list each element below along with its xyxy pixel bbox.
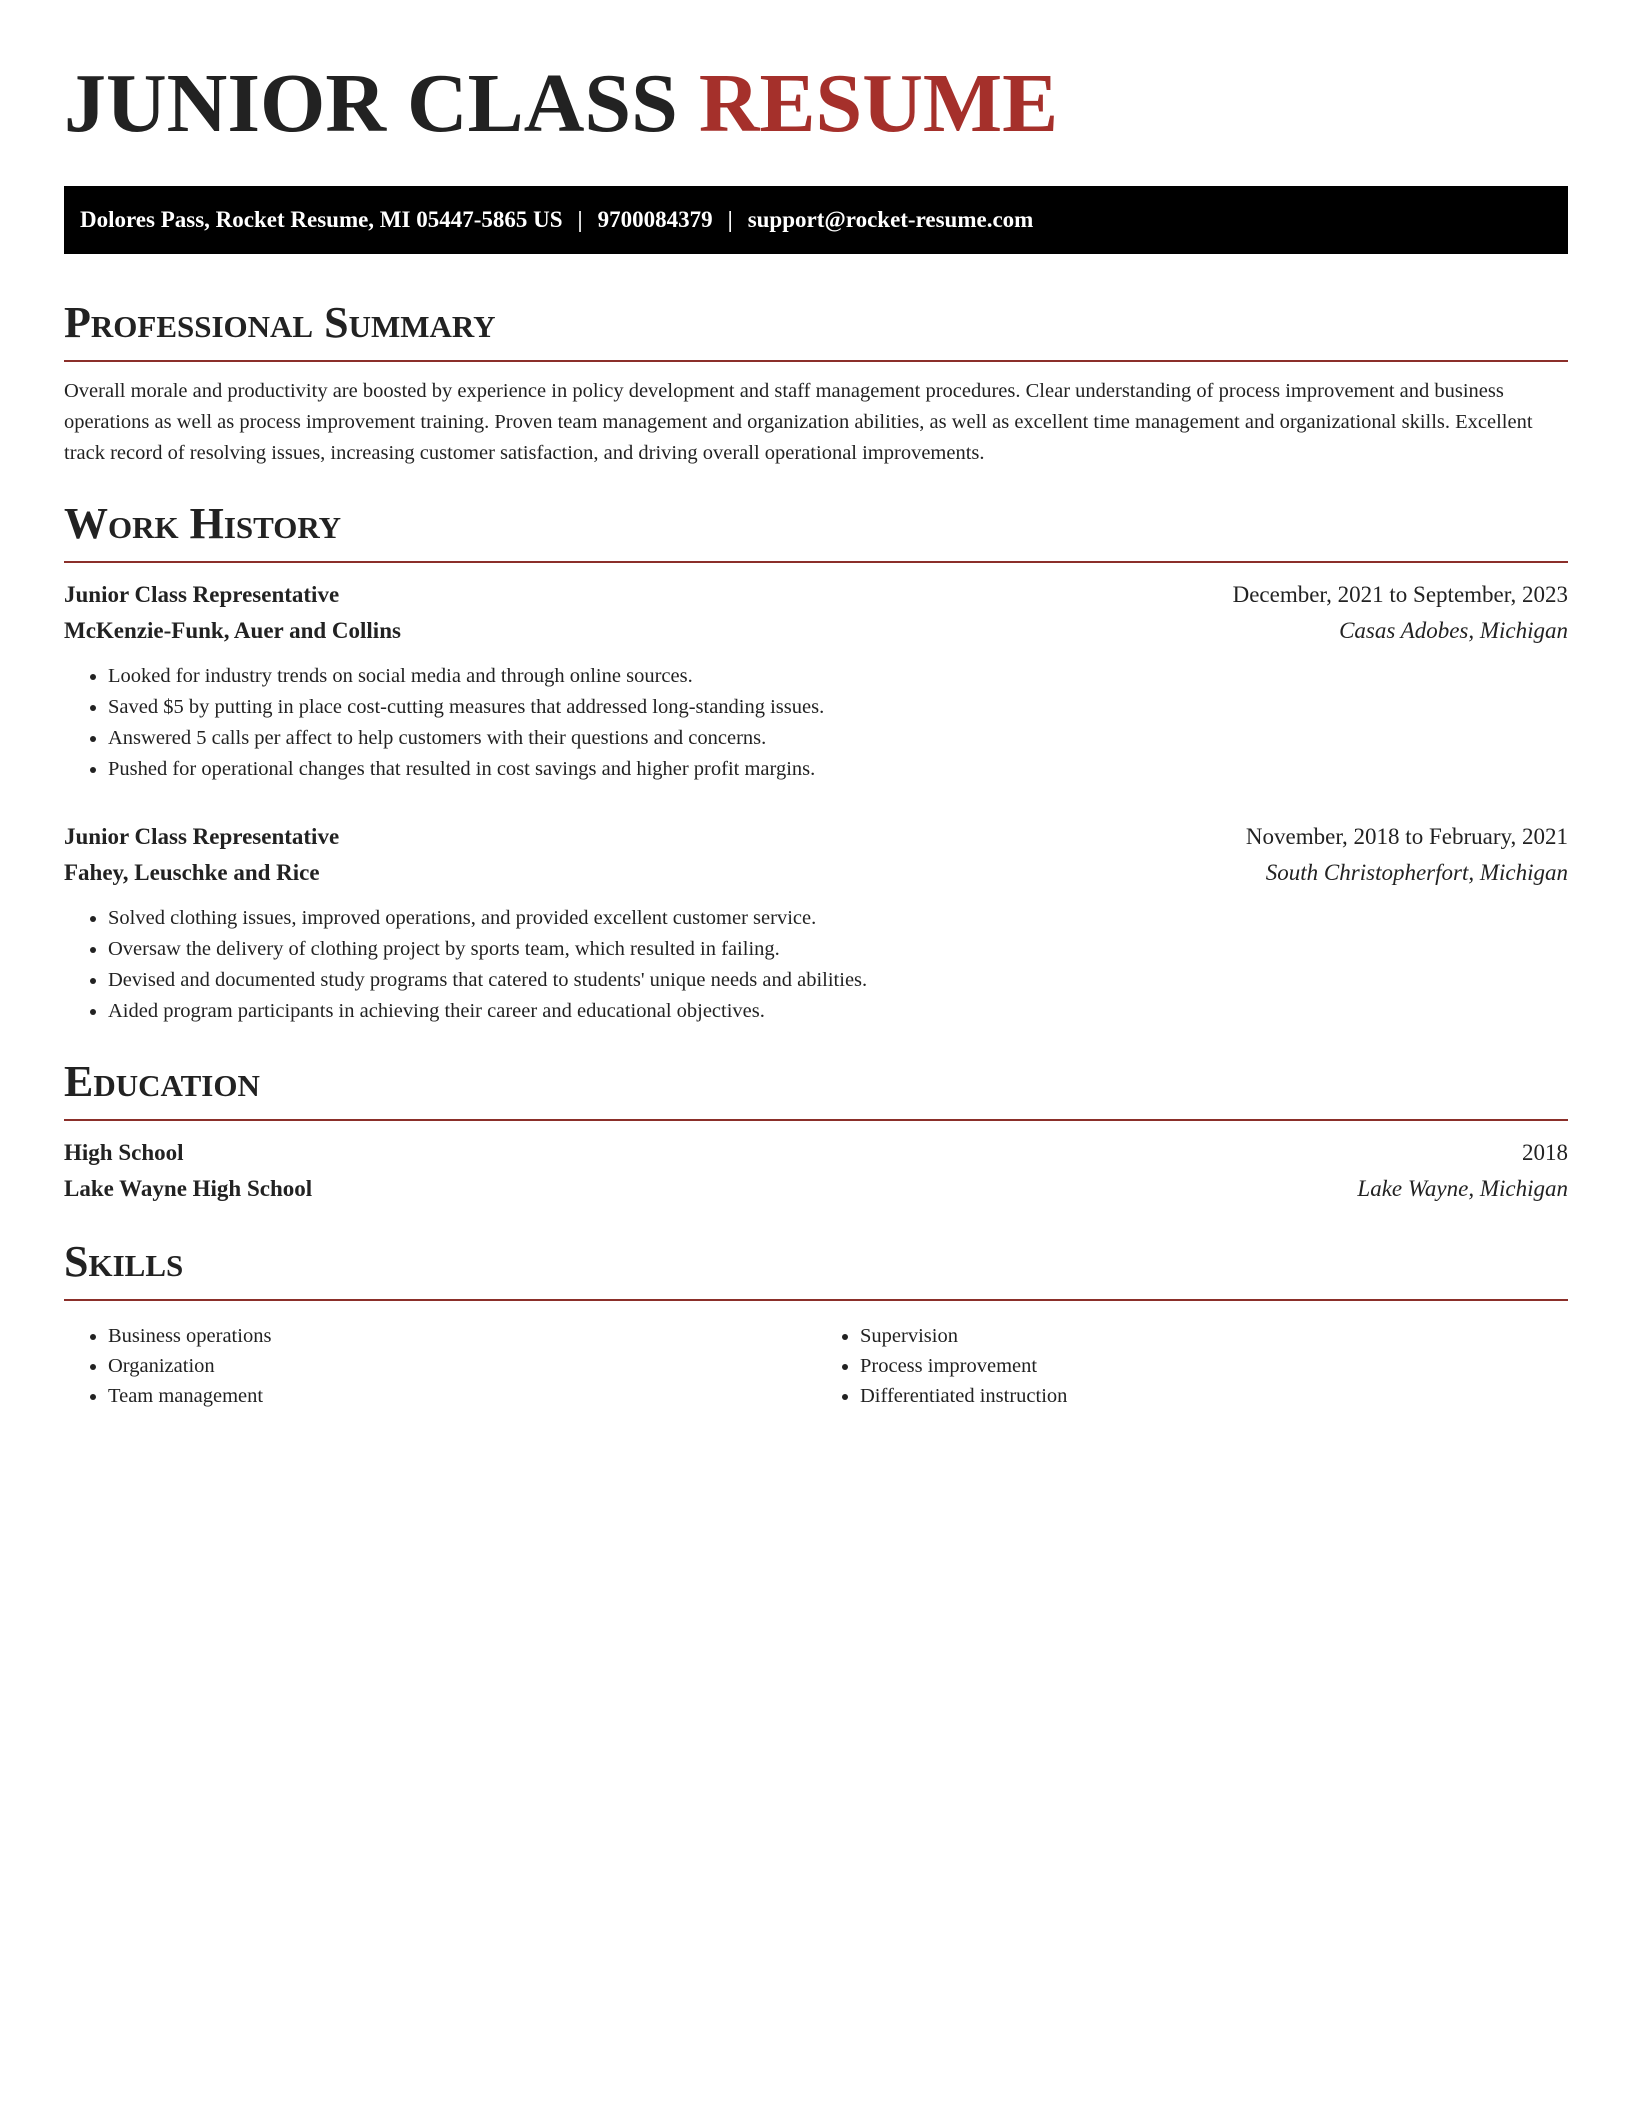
education-year: 2018 (1522, 1140, 1568, 1165)
education-heading: Education (64, 1057, 260, 1106)
job-bullet: • Devised and documented study programs that catered to students' unique needs and abilities. (108, 965, 1568, 996)
education-school-row (64, 1171, 1568, 1207)
skill-item: • Organization (108, 1351, 816, 1381)
contact-email: support@rocket-resume.com (747, 207, 1034, 232)
skill-item: • Differentiated instruction (860, 1381, 1568, 1411)
job-title-row (64, 819, 1568, 855)
job-title: Junior Class Representative (64, 824, 340, 849)
education-degree-row (64, 1135, 1568, 1171)
contact-phone: 9700084379 (597, 207, 713, 232)
job-title-row (64, 577, 1568, 613)
job-entry (64, 819, 1568, 1027)
job-bullet: • Solved clothing issues, improved operations, and provided excellent customer service. (108, 903, 1568, 934)
contact-bar (64, 186, 1568, 254)
resume-title (64, 56, 1568, 152)
contact-separator: | (577, 207, 583, 232)
job-company: Fahey, Leuschke and Rice (64, 860, 320, 885)
skills-list-right (816, 1321, 1568, 1411)
job-location: Casas Adobes, Michigan (1339, 618, 1568, 643)
job-bullets (64, 903, 1568, 1027)
title-accent: RESUME (698, 57, 1059, 150)
job-dates: November, 2018 to February, 2021 (1245, 824, 1568, 849)
job-company-row (64, 855, 1568, 891)
education-location: Lake Wayne, Michigan (1357, 1176, 1568, 1201)
section-divider (64, 1299, 1568, 1301)
contact-separator: | (727, 207, 733, 232)
section-divider (64, 1119, 1568, 1121)
skill-item: • Team management (108, 1381, 816, 1411)
job-bullet: • Looked for industry trends on social media and through online sources. (108, 661, 1568, 692)
job-company-row (64, 613, 1568, 649)
skills-heading: Skills (64, 1237, 184, 1286)
section-divider (64, 561, 1568, 563)
job-location: South Christopherfort, Michigan (1265, 860, 1568, 885)
skill-item: • Supervision (860, 1321, 1568, 1351)
job-bullet: • Oversaw the delivery of clothing project by sports team, which resulted in failing. (108, 934, 1568, 965)
contact-address: Dolores Pass, Rocket Resume, MI 05447-5865 US (80, 207, 563, 232)
work-history-section (64, 499, 1568, 1027)
job-company: McKenzie-Funk, Auer and Collins (64, 618, 401, 643)
skill-item: • Business operations (108, 1321, 816, 1351)
section-divider (64, 360, 1568, 362)
skills-columns (64, 1315, 1568, 1411)
summary-text: Overall morale and productivity are boosted by experience in policy development and staff management procedures. Clear understanding of process improvement and business operations as well as process improvement training. Proven team management and organization abilities, as well as excellent time management and organizational skills. Excellent track record of resolving issues, increasing customer satisfaction, and driving overall operational improvements. (64, 380, 1533, 464)
job-bullet: • Pushed for operational changes that resulted in cost savings and higher profit margins. (108, 754, 1568, 785)
title-main: JUNIOR CLASS (64, 57, 678, 150)
skill-item: • Process improvement (860, 1351, 1568, 1381)
job-bullets (64, 661, 1568, 785)
job-entry (64, 577, 1568, 785)
job-bullet: • Saved $5 by putting in place cost-cutting measures that addressed long-standing issues. (108, 692, 1568, 723)
job-bullet: • Answered 5 calls per affect to help customers with their questions and concerns. (108, 723, 1568, 754)
job-bullet: • Aided program participants in achieving their career and educational objectives. (108, 996, 1568, 1027)
education-degree: High School (64, 1140, 184, 1165)
job-dates: December, 2021 to September, 2023 (1232, 582, 1568, 607)
work-history-heading: Work History (64, 499, 342, 548)
skills-list-left (64, 1321, 816, 1411)
education-school: Lake Wayne High School (64, 1176, 313, 1201)
education-section (64, 1057, 1568, 1207)
job-title: Junior Class Representative (64, 582, 340, 607)
summary-section (64, 298, 1568, 469)
skills-section (64, 1237, 1568, 1411)
summary-heading: Professional Summary (64, 298, 496, 347)
